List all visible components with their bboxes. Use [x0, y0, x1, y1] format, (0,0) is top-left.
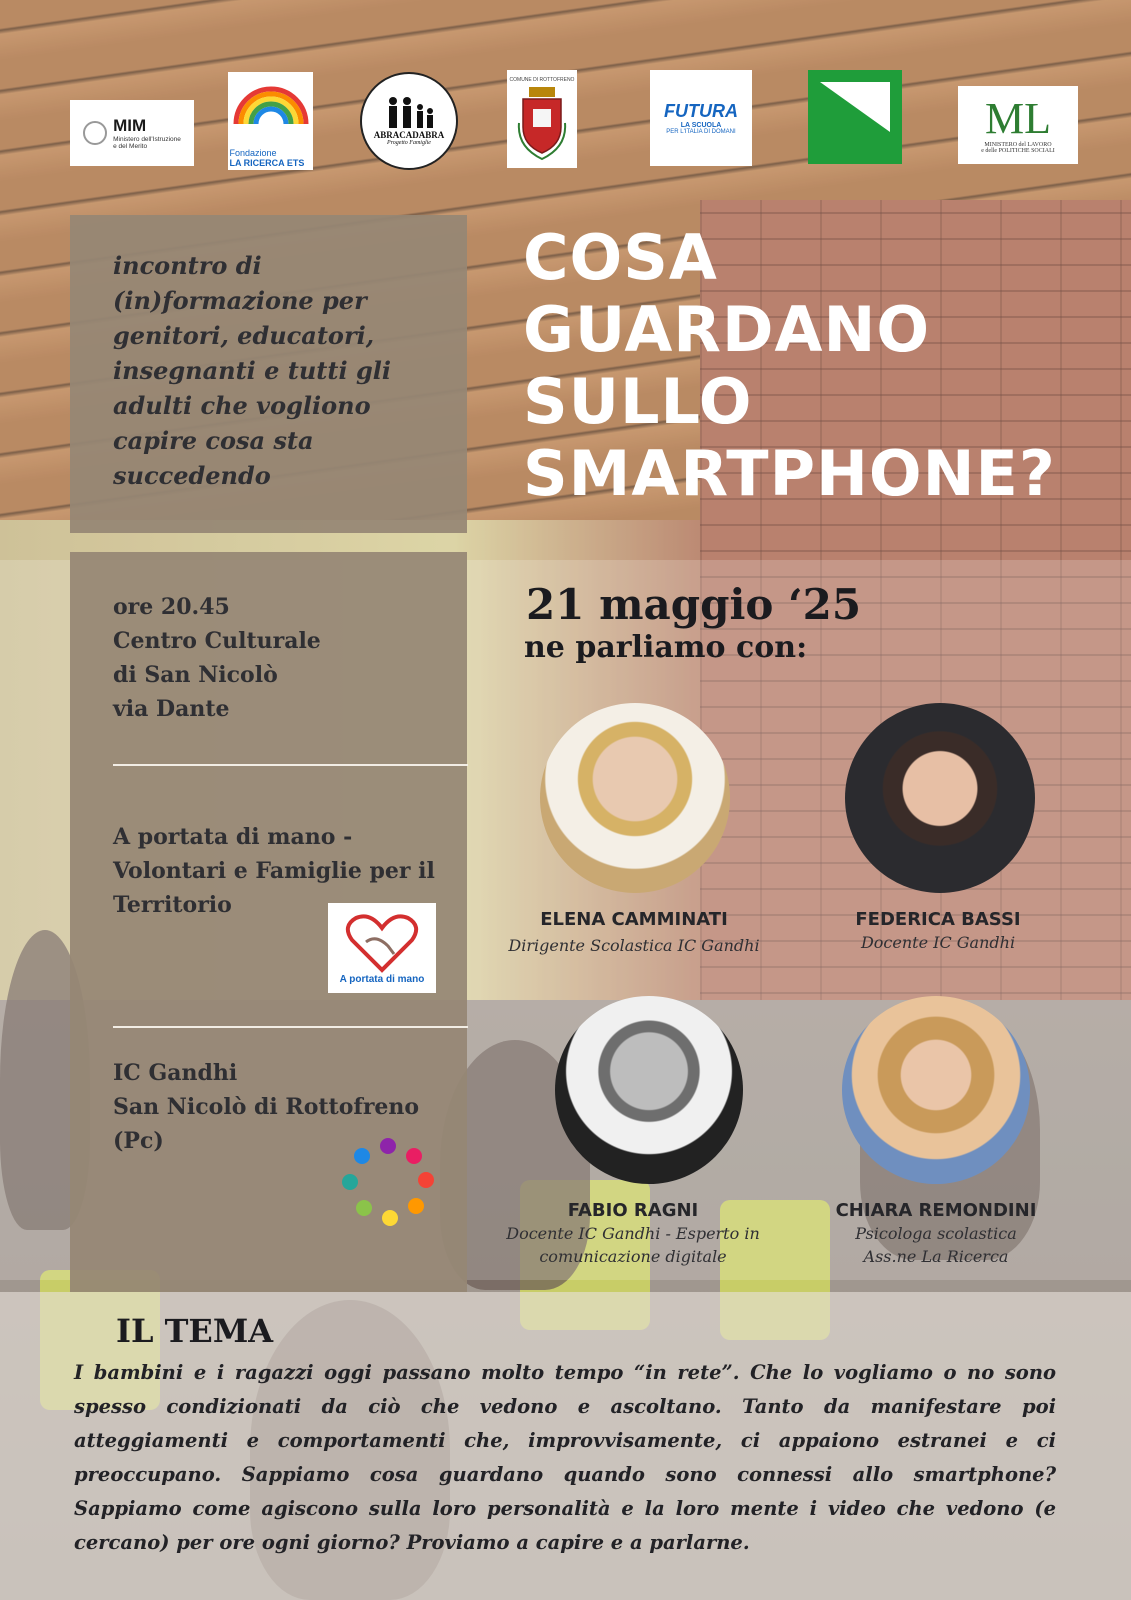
- speaker-role: [473, 1222, 793, 1268]
- panel-divider: [113, 1026, 468, 1028]
- futura-logo-line1: LA SCUOLA: [680, 122, 722, 129]
- title-line: SMARTPHONE?: [523, 437, 1056, 510]
- futura-logo-name: FUTURA: [664, 101, 738, 121]
- rainbow-icon: [231, 76, 311, 126]
- colored-hands-circle-icon: [338, 1136, 438, 1228]
- venue-info: [113, 590, 321, 726]
- school-name: IC Gandhi: [113, 1060, 238, 1086]
- comune-rottofreno-logo: [507, 70, 577, 168]
- mim-logo-line1: Ministero dell'Istruzione: [113, 136, 181, 143]
- tema-body: I bambini e i ragazzi oggi passano molto tempo “in rete”. Che lo vogliamo o no sono spesso condizionati da ciò che vedono e ascoltano. Tanto da manifestare poi atteggiamenti e comportamenti che, improvvisamente, ci appaiono estranei e ci preoccupano. Sappiamo cosa guardano quando sono connessi allo smartphone? Sappiamo come agiscono sulla loro personalità e la loro mente i video che vedono (e cercano) per ore ogni giorno? Proviamo a capire e a parlarne.: [74, 1361, 1056, 1554]
- tema-heading: IL TEMA: [116, 1312, 274, 1350]
- speaker-photo-federica: [845, 703, 1035, 893]
- heart-hands-icon: [342, 912, 422, 974]
- venue-name-line2: di San Nicolò: [113, 662, 278, 688]
- partner-portata-line: Volontari e Famiglie per il: [113, 858, 435, 884]
- main-title: [523, 222, 1123, 510]
- speaker-photo-fabio: [555, 996, 743, 1184]
- speaker-name: CHIARA REMONDINI: [835, 1200, 1037, 1221]
- speakers-intro: ne parliamo con:: [524, 630, 808, 665]
- venue-address: via Dante: [113, 696, 230, 722]
- a-portata-di-mano-logo: [328, 903, 436, 993]
- mim-logo: [70, 100, 194, 166]
- mim-logo-line2: e del Merito: [113, 143, 148, 150]
- mim-logo-text: MIM: [113, 116, 147, 135]
- partner-portata-line: Territorio: [113, 892, 232, 918]
- coat-of-arms-icon: [515, 83, 569, 161]
- fondazione-logo-line1: Fondazione: [229, 148, 277, 158]
- portata-logo-text: A portata di mano: [339, 973, 425, 985]
- speaker-role: [776, 1222, 1096, 1268]
- title-line: COSA: [523, 221, 718, 294]
- intro-line: succedendo: [113, 461, 271, 490]
- ministero-lavoro-logo: [958, 86, 1078, 164]
- abracadabra-logo-name: ABRACADABRA: [373, 130, 445, 140]
- fondazione-logo: [228, 72, 313, 170]
- speaker-photo-chiara: [842, 996, 1030, 1184]
- speaker-name: FEDERICA BASSI: [855, 909, 1021, 930]
- family-silhouette-icon: [379, 96, 439, 130]
- speaker-name: ELENA CAMMINATI: [540, 909, 728, 930]
- emblem-icon: [83, 121, 107, 145]
- abracadabra-logo-tagline: Progetto Famiglie: [387, 140, 431, 146]
- event-date: 21 maggio ‘25: [526, 580, 862, 629]
- title-line: SULLO: [523, 365, 753, 438]
- speaker-photo-elena: [540, 703, 730, 893]
- intro-line: insegnanti e tutti gli: [113, 356, 391, 385]
- comune-logo-caption: COMUNE DI ROTTOFRENO: [509, 77, 575, 83]
- speaker-name: FABIO RAGNI: [567, 1200, 699, 1221]
- abracadabra-logo: [360, 72, 458, 170]
- fondazione-logo-line2: LA RICERCA ETS: [229, 158, 305, 168]
- futura-logo-line2: PER L'ITALIA DI DOMANI: [666, 129, 736, 135]
- ministero-lavoro-mark: ML: [985, 94, 1051, 143]
- title-line: GUARDANO: [523, 293, 931, 366]
- intro-text: [113, 248, 423, 493]
- venue-name: Centro Culturale: [113, 628, 321, 654]
- partner-portata-line: A portata di mano -: [113, 824, 353, 850]
- panel-divider: [113, 764, 468, 766]
- school-province: (Pc): [113, 1128, 164, 1154]
- ministero-lavoro-line2: e delle POLITICHE SOCIALI: [981, 148, 1055, 154]
- event-time: ore 20.45: [113, 594, 230, 620]
- speaker-role-line: Docente IC Gandhi - Esperto in: [506, 1224, 760, 1243]
- intro-line: capire cosa sta: [113, 426, 314, 455]
- speaker-role-line: Ass.ne La Ricerca: [863, 1247, 1009, 1266]
- ministero-lavoro-line1: MINISTERO del LAVORO: [984, 142, 1052, 148]
- school-location: San Nicolò di Rottofreno: [113, 1094, 420, 1120]
- regione-logo: [808, 70, 902, 164]
- intro-line: (in)formazione per: [113, 286, 367, 315]
- regione-emblem-icon: [820, 82, 890, 152]
- intro-line: adulti che vogliono: [113, 391, 371, 420]
- intro-line: incontro di: [113, 251, 262, 280]
- speaker-role-line: comunicazione digitale: [539, 1247, 727, 1266]
- speaker-role-line: Psicologa scolastica: [855, 1224, 1017, 1243]
- intro-line: genitori, educatori,: [113, 321, 375, 350]
- speaker-role: Docente IC Gandhi: [860, 933, 1016, 952]
- speaker-role: Dirigente Scolastica IC Gandhi: [508, 936, 760, 955]
- futura-logo: [650, 70, 752, 166]
